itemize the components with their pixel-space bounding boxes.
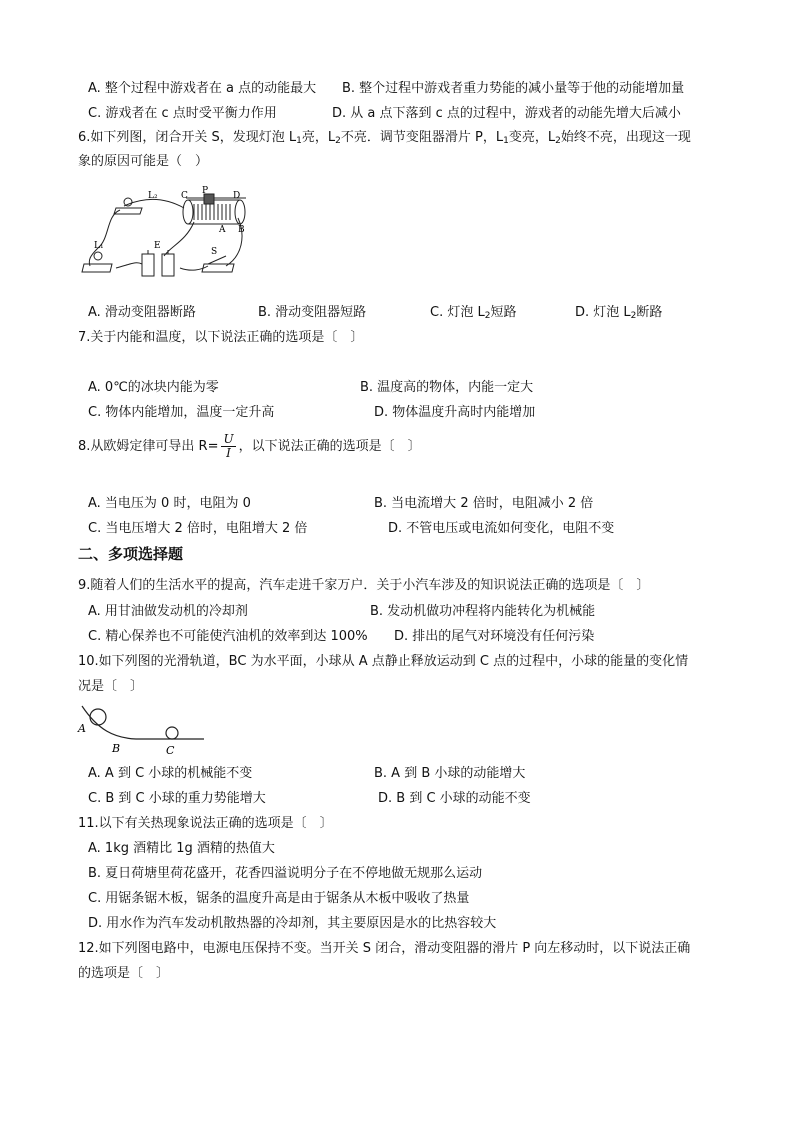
q8-stem: 8.从欧姆定律可导出 R= $\frac{U}{I}$ ，以下说法正确的选项是〔 〕 (78, 432, 421, 460)
q6-fig-label-b: B (238, 225, 245, 235)
q9-option-c: C. 精心保养也不可能使汽油机的效率到达 100% (88, 629, 368, 644)
q6-option-c: C. 灯泡 $L_2$短路 (430, 305, 517, 321)
q6-option-a: A. 滑动变阻器断路 (88, 305, 196, 320)
q10-fig-label-a: A (78, 722, 86, 735)
q6-fig-label-c: C (181, 191, 188, 201)
q7-option-a: A. 0℃的冰块内能为零 (88, 380, 219, 395)
q6-option-d: D. 灯泡 $L_2$断路 (575, 305, 663, 321)
q6-fig-label-e: E (154, 241, 161, 251)
q5-option-c: C. 游戏者在 c 点时受平衡力作用 (88, 106, 277, 121)
q10-option-c: C. B 到 C 小球的重力势能增大 (88, 791, 266, 806)
q11-option-d: D. 用水作为汽车发动机散热器的冷却剂，其主要原因是水的比热容较大 (88, 916, 497, 931)
q6-fig-label-s: S (211, 247, 218, 257)
section-heading-multiple-choice: 二、多项选择题 (78, 545, 184, 563)
q9-option-d: D. 排出的尾气对环境没有任何污染 (394, 629, 595, 644)
q10-option-a: A. A 到 C 小球的机械能不变 (88, 766, 253, 781)
q5-option-d: D. 从 a 点下落到 c 点的过程中，游戏者的动能先增大后减小 (332, 106, 681, 121)
q6-stem-line2: 象的原因可能是（ ） (78, 154, 209, 169)
q9-option-b: B. 发动机做功冲程将内能转化为机械能 (370, 604, 596, 619)
q10-fig-label-b: B (112, 742, 121, 755)
q10-track-figure (76, 700, 208, 758)
q11-option-b: B. 夏日荷塘里荷花盛开，花香四溢说明分子在不停地做无规那么运动 (88, 866, 483, 881)
q10-option-b: B. A 到 B 小球的动能增大 (374, 766, 526, 781)
q10-stem-line1: 10.如下列图的光滑轨道，BC 为水平面，小球从 A 点静止释放运动到 C 点的过程中，小球的能量的变化情 (78, 654, 689, 669)
q7-stem: 7.关于内能和温度，以下说法正确的选项是〔 〕 (78, 330, 364, 345)
q12-stem-line2: 的选项是〔 〕 (78, 966, 170, 981)
q7-option-c: C. 物体内能增加，温度一定升高 (88, 405, 275, 420)
q8-option-d: D. 不管电压或电流如何变化，电阻不变 (388, 521, 615, 536)
q6-option-b: B. 滑动变阻器短路 (258, 305, 367, 320)
q6-circuit-figure (76, 186, 252, 284)
q11-option-a: A. 1kg 酒精比 1g 酒精的热值大 (88, 841, 275, 856)
q7-option-b: B. 温度高的物体，内能一定大 (360, 380, 534, 395)
q8-option-a: A. 当电压为 0 时，电阻为 0 (88, 496, 251, 511)
q8-option-c: C. 当电压增大 2 倍时，电阻增大 2 倍 (88, 521, 308, 536)
q10-option-d: D. B 到 C 小球的动能不变 (378, 791, 531, 806)
q6-stem-line1: 6.如下列图，闭合开关 S，发现灯泡 $L_1$亮，$L_2$不亮．调节变阻器滑片 P，$L_1$变亮，$L_2$始终不亮，出现这一现 (78, 130, 691, 146)
q10-fig-label-c: C (166, 744, 175, 757)
q6-fig-label-a: A (219, 225, 226, 235)
q9-option-a: A. 用甘油做发动机的冷却剂 (88, 604, 248, 619)
q11-option-c: C. 用锯条锯木板，锯条的温度升高是由于锯条从木板中吸收了热量 (88, 891, 470, 906)
q11-stem: 11.以下有关热现象说法正确的选项是〔 〕 (78, 816, 333, 831)
q5-option-b: B. 整个过程中游戏者重力势能的减小量等于他的动能增加量 (342, 81, 685, 96)
q8-option-b: B. 当电流增大 2 倍时，电阻减小 2 倍 (374, 496, 594, 511)
q6-fig-label-d: D (233, 191, 241, 201)
q8-fraction: $\frac{U}{I}$ (223, 432, 234, 460)
q10-stem-line2: 况是〔 〕 (78, 679, 144, 694)
q5-option-a: A. 整个过程中游戏者在 a 点的动能最大 (88, 81, 317, 96)
q6-fig-label-l2: L₂ (148, 191, 158, 201)
q9-stem: 9.随着人们的生活水平的提高，汽车走进千家万户．关于小汽车涉及的知识说法正确的选项是〔 〕 (78, 578, 650, 593)
q6-fig-label-p: P (202, 186, 209, 196)
q12-stem-line1: 12.如下列图电路中，电源电压保持不变。当开关 S 闭合，滑动变阻器的滑片 P 向左移动时，以下说法正确 (78, 941, 691, 956)
q6-fig-label-l1: L₁ (94, 241, 104, 251)
q7-option-d: D. 物体温度升高时内能增加 (374, 405, 536, 420)
